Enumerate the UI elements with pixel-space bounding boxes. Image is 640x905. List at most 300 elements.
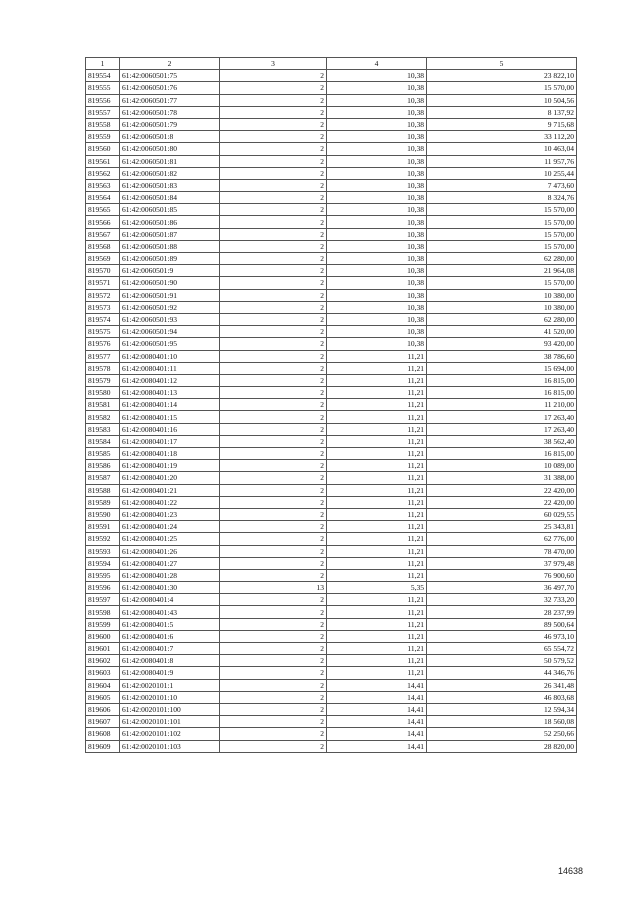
specific-value-cell: 11,21 — [327, 521, 427, 533]
row-number-cell: 819562 — [86, 167, 120, 179]
table-row — [86, 557, 577, 569]
cadastral-value-cell: 89 500,64 — [427, 618, 577, 630]
cadastral-value-cell: 93 420,00 — [427, 338, 577, 350]
table-row — [86, 740, 577, 752]
cadastral-value-cell: 78 470,00 — [427, 545, 577, 557]
cadastral-value-cell: 23 822,10 — [427, 70, 577, 82]
cadastral-value-cell: 38 562,40 — [427, 435, 577, 447]
cadastral-value-cell: 28 820,00 — [427, 740, 577, 752]
table-row — [86, 265, 577, 277]
table-row — [86, 460, 577, 472]
cadastral-value-cell: 10 380,00 — [427, 301, 577, 313]
column-header-2: 2 — [120, 58, 220, 70]
group-cell: 2 — [220, 106, 327, 118]
table-row — [86, 618, 577, 630]
specific-value-cell: 10,38 — [327, 301, 427, 313]
specific-value-cell: 11,21 — [327, 643, 427, 655]
cadastral-number-cell: 61:42:0080401:20 — [120, 472, 220, 484]
row-number-cell: 819566 — [86, 216, 120, 228]
group-cell: 2 — [220, 496, 327, 508]
group-cell: 2 — [220, 691, 327, 703]
table-row — [86, 448, 577, 460]
cadastral-number-cell: 61:42:0020101:100 — [120, 703, 220, 715]
column-header-3: 3 — [220, 58, 327, 70]
specific-value-cell: 11,21 — [327, 630, 427, 642]
row-number-cell: 819560 — [86, 143, 120, 155]
specific-value-cell: 11,21 — [327, 399, 427, 411]
group-cell: 2 — [220, 435, 327, 447]
cadastral-value-cell: 46 973,10 — [427, 630, 577, 642]
row-number-cell: 819595 — [86, 569, 120, 581]
cadastral-value-cell: 41 520,00 — [427, 326, 577, 338]
specific-value-cell: 11,21 — [327, 655, 427, 667]
specific-value-cell: 11,21 — [327, 667, 427, 679]
group-cell: 2 — [220, 521, 327, 533]
specific-value-cell: 14,41 — [327, 691, 427, 703]
table-row — [86, 167, 577, 179]
cadastral-number-cell: 61:42:0060501:76 — [120, 82, 220, 94]
row-number-cell: 819606 — [86, 703, 120, 715]
cadastral-number-cell: 61:42:0060501:88 — [120, 240, 220, 252]
cadastral-value-cell: 15 570,00 — [427, 216, 577, 228]
cadastral-value-cell: 76 900,60 — [427, 569, 577, 581]
table-row — [86, 326, 577, 338]
row-number-cell: 819593 — [86, 545, 120, 557]
cadastral-number-cell: 61:42:0080401:43 — [120, 606, 220, 618]
group-cell: 2 — [220, 472, 327, 484]
row-number-cell: 819592 — [86, 533, 120, 545]
specific-value-cell: 11,21 — [327, 618, 427, 630]
specific-value-cell: 11,21 — [327, 435, 427, 447]
cadastral-value-cell: 15 570,00 — [427, 277, 577, 289]
table-row — [86, 82, 577, 94]
specific-value-cell: 10,38 — [327, 70, 427, 82]
group-cell: 2 — [220, 387, 327, 399]
group-cell: 2 — [220, 484, 327, 496]
table-row — [86, 228, 577, 240]
group-cell: 2 — [220, 253, 327, 265]
group-cell: 2 — [220, 216, 327, 228]
group-cell: 2 — [220, 289, 327, 301]
table-row — [86, 521, 577, 533]
row-number-cell: 819573 — [86, 301, 120, 313]
cadastral-number-cell: 61:42:0060501:83 — [120, 179, 220, 191]
column-header-4: 4 — [327, 58, 427, 70]
specific-value-cell: 14,41 — [327, 716, 427, 728]
cadastral-number-cell: 61:42:0080401:25 — [120, 533, 220, 545]
table-row — [86, 94, 577, 106]
table-row — [86, 155, 577, 167]
group-cell: 2 — [220, 448, 327, 460]
cadastral-value-cell: 12 594,34 — [427, 703, 577, 715]
cadastral-number-cell: 61:42:0080401:26 — [120, 545, 220, 557]
group-cell: 2 — [220, 326, 327, 338]
table-row — [86, 277, 577, 289]
table-header-row — [86, 58, 577, 70]
table-row — [86, 289, 577, 301]
cadastral-value-cell: 60 029,55 — [427, 508, 577, 520]
table-row — [86, 338, 577, 350]
cadastral-value-cell: 11 210,00 — [427, 399, 577, 411]
table-row — [86, 594, 577, 606]
cadastral-value-cell: 15 570,00 — [427, 204, 577, 216]
table-row — [86, 399, 577, 411]
specific-value-cell: 11,21 — [327, 496, 427, 508]
cadastral-number-cell: 61:42:0080401:17 — [120, 435, 220, 447]
group-cell: 2 — [220, 533, 327, 545]
cadastral-value-cell: 17 263,40 — [427, 423, 577, 435]
group-cell: 2 — [220, 423, 327, 435]
specific-value-cell: 10,38 — [327, 118, 427, 130]
cadastral-value-cell: 9 715,68 — [427, 118, 577, 130]
cadastral-number-cell: 61:42:0060501:91 — [120, 289, 220, 301]
cadastral-value-cell: 15 694,00 — [427, 362, 577, 374]
group-cell: 2 — [220, 240, 327, 252]
row-number-cell: 819608 — [86, 728, 120, 740]
group-cell: 2 — [220, 374, 327, 386]
specific-value-cell: 10,38 — [327, 265, 427, 277]
group-cell: 2 — [220, 350, 327, 362]
specific-value-cell: 11,21 — [327, 362, 427, 374]
row-number-cell: 819588 — [86, 484, 120, 496]
cadastral-number-cell: 61:42:0080401:7 — [120, 643, 220, 655]
cadastral-value-cell: 33 112,20 — [427, 131, 577, 143]
table-row — [86, 484, 577, 496]
cadastral-value-table — [85, 57, 577, 753]
group-cell: 2 — [220, 131, 327, 143]
group-cell: 2 — [220, 545, 327, 557]
table-row — [86, 192, 577, 204]
table-row — [86, 118, 577, 130]
cadastral-value-cell: 8 137,92 — [427, 106, 577, 118]
group-cell: 2 — [220, 643, 327, 655]
specific-value-cell: 10,38 — [327, 192, 427, 204]
table-row — [86, 569, 577, 581]
table-row — [86, 630, 577, 642]
row-number-cell: 819574 — [86, 313, 120, 325]
row-number-cell: 819557 — [86, 106, 120, 118]
specific-value-cell: 11,21 — [327, 411, 427, 423]
cadastral-number-cell: 61:42:0080401:15 — [120, 411, 220, 423]
cadastral-number-cell: 61:42:0020101:101 — [120, 716, 220, 728]
specific-value-cell: 10,38 — [327, 289, 427, 301]
group-cell: 2 — [220, 679, 327, 691]
specific-value-cell: 14,41 — [327, 679, 427, 691]
group-cell: 2 — [220, 265, 327, 277]
cadastral-value-cell: 16 815,00 — [427, 387, 577, 399]
cadastral-value-cell: 25 343,81 — [427, 521, 577, 533]
specific-value-cell: 14,41 — [327, 740, 427, 752]
table-row — [86, 703, 577, 715]
group-cell: 2 — [220, 313, 327, 325]
row-number-cell: 819601 — [86, 643, 120, 655]
row-number-cell: 819578 — [86, 362, 120, 374]
cadastral-number-cell: 61:42:0060501:94 — [120, 326, 220, 338]
table-row — [86, 70, 577, 82]
cadastral-value-cell: 10 380,00 — [427, 289, 577, 301]
cadastral-value-cell: 36 497,70 — [427, 582, 577, 594]
group-cell: 2 — [220, 94, 327, 106]
cadastral-number-cell: 61:42:0080401:23 — [120, 508, 220, 520]
group-cell: 2 — [220, 179, 327, 191]
cadastral-value-cell: 32 733,20 — [427, 594, 577, 606]
row-number-cell: 819577 — [86, 350, 120, 362]
group-cell: 2 — [220, 557, 327, 569]
group-cell: 2 — [220, 301, 327, 313]
cadastral-number-cell: 61:42:0080401:19 — [120, 460, 220, 472]
group-cell: 2 — [220, 167, 327, 179]
row-number-cell: 819591 — [86, 521, 120, 533]
table-row — [86, 301, 577, 313]
cadastral-number-cell: 61:42:0060501:90 — [120, 277, 220, 289]
specific-value-cell: 10,38 — [327, 326, 427, 338]
cadastral-value-cell: 18 560,08 — [427, 716, 577, 728]
cadastral-value-cell: 65 554,72 — [427, 643, 577, 655]
table-row — [86, 435, 577, 447]
table-row — [86, 582, 577, 594]
table-row — [86, 691, 577, 703]
row-number-cell: 819581 — [86, 399, 120, 411]
row-number-cell: 819582 — [86, 411, 120, 423]
specific-value-cell: 11,21 — [327, 460, 427, 472]
cadastral-value-cell: 11 957,76 — [427, 155, 577, 167]
row-number-cell: 819559 — [86, 131, 120, 143]
row-number-cell: 819567 — [86, 228, 120, 240]
cadastral-number-cell: 61:42:0060501:93 — [120, 313, 220, 325]
table-body — [86, 70, 577, 753]
specific-value-cell: 10,38 — [327, 167, 427, 179]
specific-value-cell: 10,38 — [327, 277, 427, 289]
cadastral-number-cell: 61:42:0080401:13 — [120, 387, 220, 399]
cadastral-value-cell: 15 570,00 — [427, 228, 577, 240]
group-cell: 2 — [220, 155, 327, 167]
cadastral-number-cell: 61:42:0080401:14 — [120, 399, 220, 411]
cadastral-value-cell: 28 237,99 — [427, 606, 577, 618]
cadastral-value-cell: 7 473,60 — [427, 179, 577, 191]
cadastral-value-cell: 62 280,00 — [427, 253, 577, 265]
cadastral-number-cell: 61:42:0020101:103 — [120, 740, 220, 752]
row-number-cell: 819576 — [86, 338, 120, 350]
row-number-cell: 819599 — [86, 618, 120, 630]
specific-value-cell: 10,38 — [327, 228, 427, 240]
row-number-cell: 819590 — [86, 508, 120, 520]
row-number-cell: 819554 — [86, 70, 120, 82]
group-cell: 2 — [220, 228, 327, 240]
cadastral-value-cell: 44 346,76 — [427, 667, 577, 679]
cadastral-value-cell: 62 776,00 — [427, 533, 577, 545]
specific-value-cell: 11,21 — [327, 374, 427, 386]
row-number-cell: 819583 — [86, 423, 120, 435]
row-number-cell: 819579 — [86, 374, 120, 386]
cadastral-value-cell: 50 579,52 — [427, 655, 577, 667]
row-number-cell: 819563 — [86, 179, 120, 191]
row-number-cell: 819558 — [86, 118, 120, 130]
specific-value-cell: 11,21 — [327, 606, 427, 618]
cadastral-number-cell: 61:42:0060501:92 — [120, 301, 220, 313]
table-row — [86, 716, 577, 728]
row-number-cell: 819605 — [86, 691, 120, 703]
specific-value-cell: 14,41 — [327, 728, 427, 740]
cadastral-number-cell: 61:42:0080401:8 — [120, 655, 220, 667]
specific-value-cell: 11,21 — [327, 387, 427, 399]
specific-value-cell: 11,21 — [327, 448, 427, 460]
specific-value-cell: 11,21 — [327, 472, 427, 484]
table-row — [86, 545, 577, 557]
specific-value-cell: 10,38 — [327, 204, 427, 216]
specific-value-cell: 11,21 — [327, 533, 427, 545]
cadastral-number-cell: 61:42:0060501:78 — [120, 106, 220, 118]
cadastral-number-cell: 61:42:0080401:30 — [120, 582, 220, 594]
cadastral-number-cell: 61:42:0080401:5 — [120, 618, 220, 630]
cadastral-value-cell: 10 089,00 — [427, 460, 577, 472]
row-number-cell: 819603 — [86, 667, 120, 679]
group-cell: 2 — [220, 569, 327, 581]
row-number-cell: 819585 — [86, 448, 120, 460]
group-cell: 2 — [220, 204, 327, 216]
cadastral-number-cell: 61:42:0020101:1 — [120, 679, 220, 691]
row-number-cell: 819572 — [86, 289, 120, 301]
cadastral-number-cell: 61:42:0060501:87 — [120, 228, 220, 240]
specific-value-cell: 10,38 — [327, 155, 427, 167]
cadastral-number-cell: 61:42:0060501:79 — [120, 118, 220, 130]
cadastral-number-cell: 61:42:0080401:6 — [120, 630, 220, 642]
row-number-cell: 819594 — [86, 557, 120, 569]
table-row — [86, 411, 577, 423]
cadastral-number-cell: 61:42:0060501:9 — [120, 265, 220, 277]
group-cell: 2 — [220, 362, 327, 374]
cadastral-number-cell: 61:42:0080401:27 — [120, 557, 220, 569]
specific-value-cell: 11,21 — [327, 557, 427, 569]
table-row — [86, 374, 577, 386]
row-number-cell: 819589 — [86, 496, 120, 508]
specific-value-cell: 10,38 — [327, 253, 427, 265]
cadastral-value-cell: 22 420,00 — [427, 496, 577, 508]
column-header-5: 5 — [427, 58, 577, 70]
cadastral-number-cell: 61:42:0060501:84 — [120, 192, 220, 204]
table-row — [86, 667, 577, 679]
cadastral-number-cell: 61:42:0080401:12 — [120, 374, 220, 386]
cadastral-value-cell: 62 280,00 — [427, 313, 577, 325]
cadastral-number-cell: 61:42:0060501:85 — [120, 204, 220, 216]
group-cell: 2 — [220, 70, 327, 82]
row-number-cell: 819587 — [86, 472, 120, 484]
cadastral-value-cell: 38 786,60 — [427, 350, 577, 362]
cadastral-number-cell: 61:42:0060501:75 — [120, 70, 220, 82]
specific-value-cell: 11,21 — [327, 508, 427, 520]
cadastral-number-cell: 61:42:0080401:21 — [120, 484, 220, 496]
specific-value-cell: 11,21 — [327, 484, 427, 496]
group-cell: 2 — [220, 82, 327, 94]
specific-value-cell: 10,38 — [327, 94, 427, 106]
row-number-cell: 819607 — [86, 716, 120, 728]
cadastral-value-cell: 46 803,68 — [427, 691, 577, 703]
specific-value-cell: 10,38 — [327, 240, 427, 252]
row-number-cell: 819580 — [86, 387, 120, 399]
specific-value-cell: 10,38 — [327, 313, 427, 325]
group-cell: 2 — [220, 740, 327, 752]
cadastral-number-cell: 61:42:0080401:10 — [120, 350, 220, 362]
group-cell: 2 — [220, 143, 327, 155]
table-row — [86, 387, 577, 399]
specific-value-cell: 10,38 — [327, 82, 427, 94]
cadastral-value-cell: 10 504,56 — [427, 94, 577, 106]
specific-value-cell: 11,21 — [327, 594, 427, 606]
specific-value-cell: 10,38 — [327, 106, 427, 118]
table-row — [86, 253, 577, 265]
table-row — [86, 313, 577, 325]
cadastral-value-cell: 37 979,48 — [427, 557, 577, 569]
group-cell: 2 — [220, 667, 327, 679]
specific-value-cell: 11,21 — [327, 423, 427, 435]
cadastral-number-cell: 61:42:0060501:81 — [120, 155, 220, 167]
group-cell: 2 — [220, 703, 327, 715]
cadastral-number-cell: 61:42:0080401:18 — [120, 448, 220, 460]
specific-value-cell: 5,35 — [327, 582, 427, 594]
specific-value-cell: 14,41 — [327, 703, 427, 715]
cadastral-value-cell: 15 570,00 — [427, 82, 577, 94]
group-cell: 2 — [220, 277, 327, 289]
table-row — [86, 179, 577, 191]
cadastral-number-cell: 61:42:0080401:16 — [120, 423, 220, 435]
specific-value-cell: 10,38 — [327, 131, 427, 143]
group-cell: 2 — [220, 508, 327, 520]
cadastral-number-cell: 61:42:0080401:11 — [120, 362, 220, 374]
cadastral-value-cell: 16 815,00 — [427, 448, 577, 460]
column-header-1: 1 — [86, 58, 120, 70]
specific-value-cell: 10,38 — [327, 338, 427, 350]
group-cell: 2 — [220, 606, 327, 618]
table-row — [86, 643, 577, 655]
table-row — [86, 655, 577, 667]
specific-value-cell: 11,21 — [327, 350, 427, 362]
table-row — [86, 728, 577, 740]
group-cell: 13 — [220, 582, 327, 594]
cadastral-value-cell: 10 463,04 — [427, 143, 577, 155]
cadastral-value-cell: 21 964,08 — [427, 265, 577, 277]
table-row — [86, 216, 577, 228]
table-row — [86, 508, 577, 520]
table-row — [86, 106, 577, 118]
page-number: 14638 — [557, 866, 583, 876]
group-cell: 2 — [220, 460, 327, 472]
row-number-cell: 819564 — [86, 192, 120, 204]
table-row — [86, 423, 577, 435]
group-cell: 2 — [220, 192, 327, 204]
cadastral-number-cell: 61:42:0080401:28 — [120, 569, 220, 581]
group-cell: 2 — [220, 655, 327, 667]
group-cell: 2 — [220, 399, 327, 411]
group-cell: 2 — [220, 594, 327, 606]
cadastral-number-cell: 61:42:0060501:89 — [120, 253, 220, 265]
table-row — [86, 606, 577, 618]
group-cell: 2 — [220, 630, 327, 642]
cadastral-number-cell: 61:42:0080401:22 — [120, 496, 220, 508]
row-number-cell: 819575 — [86, 326, 120, 338]
row-number-cell: 819602 — [86, 655, 120, 667]
group-cell: 2 — [220, 728, 327, 740]
row-number-cell: 819609 — [86, 740, 120, 752]
cadastral-number-cell: 61:42:0020101:102 — [120, 728, 220, 740]
row-number-cell: 819565 — [86, 204, 120, 216]
cadastral-number-cell: 61:42:0060501:80 — [120, 143, 220, 155]
cadastral-value-cell: 10 255,44 — [427, 167, 577, 179]
specific-value-cell: 10,38 — [327, 143, 427, 155]
row-number-cell: 819598 — [86, 606, 120, 618]
group-cell: 2 — [220, 716, 327, 728]
cadastral-value-cell: 52 250,66 — [427, 728, 577, 740]
cadastral-number-cell: 61:42:0060501:95 — [120, 338, 220, 350]
row-number-cell: 819568 — [86, 240, 120, 252]
